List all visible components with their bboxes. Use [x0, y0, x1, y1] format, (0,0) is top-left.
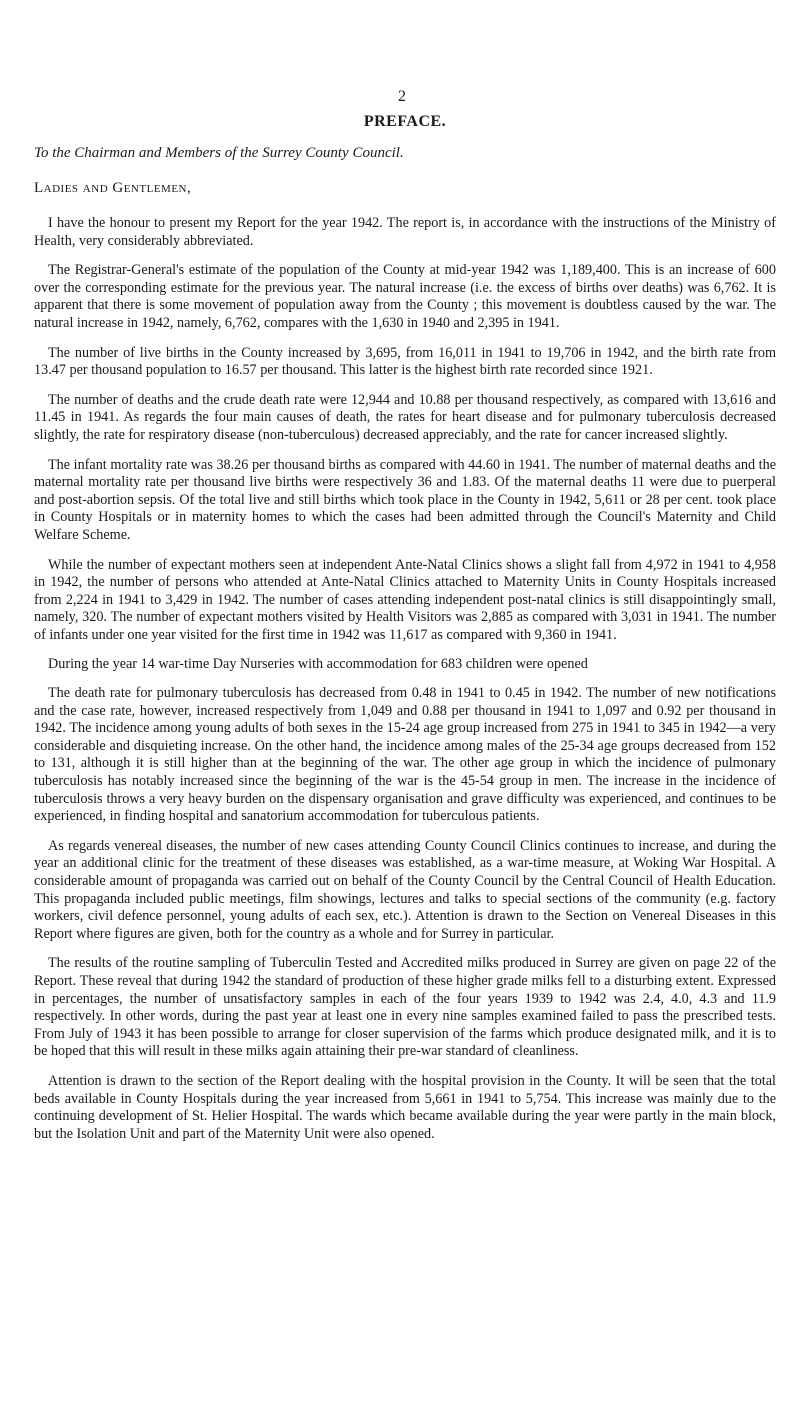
paragraph-hospitals: Attention is drawn to the section of the Report dealing with the hospital provision in the County. It will be seen that the total beds available in County Hospitals during the year increased from 5,661 in 1941 to 5,754. This increase was mainly due to the continuing development of St. Helier Hospital. The wards which became available during the year were partly in the main block, but the Isolation Unit and part of the Maternity Unit were also opened. [34, 1072, 776, 1142]
paragraph-venereal-diseases: As regards venereal diseases, the number of new cases attending County Council Clinics continues to increase, and during the year an additional clinic for the treatment of these diseases was established, as a war-time measure, at Woking War Hospital. A considerable amount of propaganda was carried out on behalf of the County Council by the Central Council of Health Education. This propaganda included public meetings, film showings, lectures and talks to special sections of the community (e.g. factory workers, civil defence personnel, young adults of each sex, etc.). Attention is drawn to the Section on Venereal Diseases in this Report where figures are given, both for the country as a whole and for Surrey in particular. [34, 837, 776, 942]
paragraph-population: The Registrar-General's estimate of the population of the County at mid-year 1942 was 1,189,400. This is an increase of 600 over the corresponding estimate for the previous year. The natural increase (i.e. the excess of births over deaths) was 6,762. It is apparent that there is some movement of population away from the County ; this movement is doubtless caused by the war. The natural increase in 1942, namely, 6,762, compares with the 1,630 in 1940 and 2,395 in 1941. [34, 262, 776, 331]
paragraph-ante-natal: While the number of expectant mothers seen at independent Ante-Natal Clinics shows a slight fall from 4,972 in 1941 to 4,958 in 1942, the number of persons who attended at Ante-Natal Clinics attached to Maternity Units in County Hospitals increased from 2,224 in 1941 to 3,429 in 1942. The number of cases attending independent post-natal clinics is still disappointingly small, namely, 320. The number of expectant mothers visited by Health Visitors was 2,885 as compared with 3,031 in 1941. The number of infants under one year visited for the first time in 1942 was 11,617 as compared with 9,360 in 1941. [34, 556, 776, 643]
page-number: 2 [398, 88, 406, 105]
preface-body [34, 215, 776, 1155]
paragraph-deaths: The number of deaths and the crude death rate were 12,944 and 10.88 per thousand respectively, as compared with 13,616 and 11.45 in 1941. As regards the four main causes of death, the rates for heart disease and for pulmonary tuberculosis decreased slightly, the rate for respiratory disease (non-tuberculous) decreased appreciably, and the rate for cancer increased slightly. [34, 391, 776, 443]
salutation: Ladies and Gentlemen, [34, 180, 192, 196]
paragraph-infant-mortality: The infant mortality rate was 38.26 per thousand births as compared with 44.60 in 1941. The number of maternal deaths and the maternal mortality rate per thousand live births were respectively 36 and 1.83. Of the maternal deaths 11 were due to puerperal and post-abortion sepsis. Of the total live and still births which took place in the County in 1942, 5,611 or 28 per cent. took place in County Hospitals or in maternity homes to which the cases had been admitted through the Council's Maternity and Child Welfare Scheme. [34, 456, 776, 543]
paragraph-tuberculosis: The death rate for pulmonary tuberculosis has decreased from 0.48 in 1941 to 0.45 in 1942. The number of new notifications and the case rate, however, increased respectively from 1,049 and 0.88 per thousand in 1941 to 1,097 and 0.92 per thousand in 1942. The incidence among young adults of both sexes in the 15-24 age group increased from 275 in 1941 to 345 in 1942—a very considerable and disquieting increase. On the other hand, the incidence among males of the 25-34 age groups decreased from 152 to 131, although it is still higher than at the beginning of the war. The other age group in which the incidence of pulmonary tuberculosis has notably increased since the beginning of the war is the 45-54 group in men. The increase in the incidence of tuberculosis throws a very heavy burden on the dispensary organisation and grave difficulty was experienced, and continues to be experienced, in finding hospital and sanatorium accommodation for tuberculous patients. [34, 685, 776, 825]
page-title: PREFACE. [363, 113, 447, 130]
paragraph-intro: I have the honour to present my Report for the year 1942. The report is, in accordance with the instructions of the Ministry of Health, very considerably abbreviated. [34, 215, 776, 249]
addressee-line: To the Chairman and Members of the Surrey County Council. [34, 145, 404, 161]
paragraph-births: The number of live births in the County increased by 3,695, from 16,011 in 1941 to 19,706 in 1942, and the birth rate from 13.47 per thousand population to 16.57 per thousand. This latter is the highest birth rate recorded since 1921. [34, 344, 776, 379]
paragraph-nurseries: During the year 14 war-time Day Nurseries with accommodation for 683 children were opened [48, 656, 588, 673]
paragraph-milk-sampling: The results of the routine sampling of Tuberculin Tested and Accredited milks produced in Surrey are given on page 22 of the Report. These reveal that during 1942 the standard of production of these higher grade milks fell to a disturbing extent. Expressed in percentages, the number of unsatisfactory samples in each of the four years 1939 to 1942 was 2.4, 4.0, 4.3 and 11.9 respectively. In other words, during the past year at least one in every nine samples examined failed to pass the prescribed tests. From July of 1943 it has been possible to arrange for closer supervision of the farms which produce designated milk, and it is to be hoped that this will result in these milks again attaining their pre-war standard of cleanliness. [34, 955, 776, 1060]
